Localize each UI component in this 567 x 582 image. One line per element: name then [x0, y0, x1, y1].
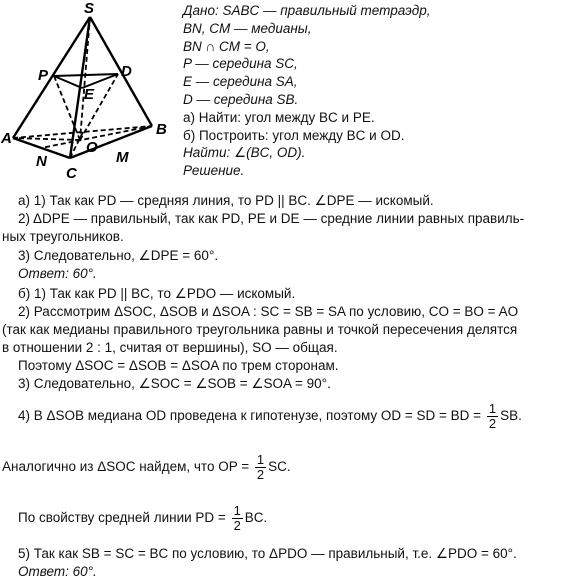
- solution-line: (так как медианы правильного треугольника равны и точкой пересечения делятся: [2, 322, 518, 337]
- label-N: N: [36, 153, 47, 170]
- text-part: SB.: [500, 408, 522, 424]
- given-line: BN ∩ CM = O,: [183, 38, 270, 54]
- edge-CB: [70, 126, 152, 158]
- given-line: а) Найти: угол между BC и PE.: [183, 109, 375, 125]
- solution-line: в отношении 2 : 1, считая от вершины), SO — общая.: [2, 340, 338, 355]
- fraction: [232, 504, 243, 533]
- edge-SA: [13, 17, 90, 138]
- solution-line: 2) Рассмотрим ΔSOC, ΔSOB и ΔSOA : SC = SB = SA по условию, CO = BO = AO: [18, 304, 519, 319]
- label-O: O: [86, 139, 98, 156]
- label-S: S: [84, 0, 95, 17]
- text-part: 4) В ΔSOB медиана OD проведена к гипотенузе, поэтому OD = SD = BD =: [18, 408, 482, 424]
- solution-line-with-fraction: [18, 402, 522, 431]
- fraction: [487, 402, 498, 431]
- label-A: A: [1, 130, 12, 147]
- tetrahedron-figure: [0, 0, 182, 185]
- fraction-denominator: 2: [488, 416, 497, 431]
- text-part: SC.: [268, 459, 291, 475]
- answer-line: Ответ: 60°.: [18, 564, 97, 579]
- solution-line: ных треугольников.: [2, 229, 124, 244]
- fraction: [255, 453, 266, 482]
- text-part: Аналогично из ΔSOC найдем, что OP =: [2, 459, 250, 475]
- given-line: BN, CM — медианы,: [183, 20, 312, 36]
- answer-line: Ответ: 60°.: [18, 266, 97, 281]
- fraction-denominator: 2: [256, 467, 265, 482]
- given-block: [183, 2, 430, 180]
- solution-line-with-fraction: [2, 453, 291, 482]
- given-line: E — середина SA,: [183, 74, 298, 90]
- given-line: б) Построить: угол между BC и OD.: [183, 127, 405, 143]
- solution-heading: Решение.: [183, 163, 245, 179]
- label-B: B: [156, 121, 167, 138]
- fraction-numerator: 1: [488, 401, 497, 416]
- label-C: C: [66, 165, 77, 182]
- label-M: M: [116, 149, 129, 166]
- label-E: E: [84, 86, 95, 103]
- given-line: Дано: SABC — правильный тетраэдр,: [183, 3, 431, 18]
- solution-line: 3) Следовательно, ∠DPE = 60°.: [18, 248, 219, 263]
- solution-line: а) 1) Так как PD — средняя линия, то PD || BC. ∠DPE — искомый.: [18, 193, 434, 208]
- solution-line: б) 1) Так как PD || BC, то ∠PDO — искомый.: [18, 286, 296, 301]
- label-D: D: [121, 63, 132, 80]
- solution-line: 2) ΔDPE — правильный, так как PD, PE и DE — средние линии равных правиль-: [18, 211, 525, 226]
- given-line: P — середина SC,: [183, 56, 298, 72]
- given-line: D — середина SB.: [183, 91, 299, 107]
- solution-line-with-fraction: [18, 504, 267, 533]
- text-part: По свойству средней линии PD =: [18, 510, 226, 526]
- given-line: Найти: ∠(BC, OD).: [183, 145, 306, 161]
- fraction-numerator: 1: [256, 452, 265, 467]
- fraction-denominator: 2: [233, 518, 241, 533]
- solution-line: 3) Следовательно, ∠SOC = ∠SOB = ∠SOA = 90°.: [18, 376, 331, 391]
- segment-OA: [13, 138, 80, 140]
- label-P: P: [38, 67, 49, 84]
- text-part: BC.: [244, 510, 268, 526]
- solution-line: 5) Так как SB = SC = BC по условию, то ΔPDO — правильный, т.е. ∠PDO = 60°.: [18, 546, 517, 561]
- solution-line: Поэтому ΔSOC = ΔSOB = ΔSOA по трем сторонам.: [18, 358, 339, 373]
- fraction-numerator: 1: [233, 503, 241, 518]
